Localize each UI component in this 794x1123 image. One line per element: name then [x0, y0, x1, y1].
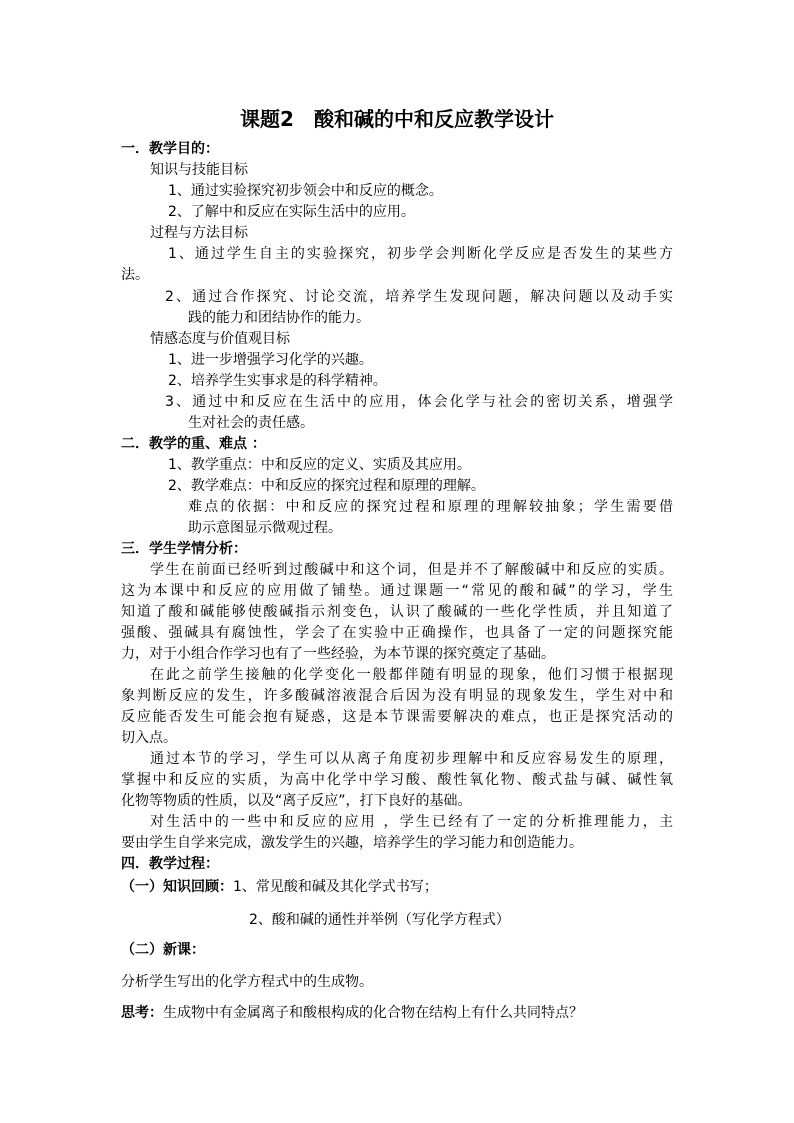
list-item: 2、培养学生实事求是的科学精神。	[168, 373, 387, 389]
section-heading-process: 四．教学过程：	[121, 856, 219, 872]
list-item: 1、通过学生自主的实验探究，初步学会判断化学反应是否发生的某些方	[168, 246, 673, 262]
paragraph-line: 切入点。	[121, 730, 177, 746]
paragraph-line: 对生活中的一些中和反应的应用 ，学生已经有了一定的分析推理能力，主	[150, 814, 673, 830]
list-item: 2、通过合作探究、讨论交流，培养学生发现问题，解决问题以及动手实	[165, 289, 673, 305]
page-title: 课题2 酸和碱的中和反应教学设计	[240, 107, 554, 131]
paragraph-line: 反应能否发生可能会抱有疑惑，这是本节课需要解决的难点，也正是探究活动的	[121, 709, 673, 725]
review-item: 2、酸和碱的通性并举例（写化学方程式）	[249, 912, 510, 928]
list-item: 2、了解中和反应在实际生活中的应用。	[168, 204, 415, 220]
list-item-continuation: 生对社会的责任感。	[188, 415, 314, 431]
subheading-process: 过程与方法目标	[150, 225, 248, 241]
paragraph-line: 要由学生自学来完成，激发学生的兴趣，培养学生的学习能力和创造能力。	[121, 835, 583, 851]
review-item: 1、常见酸和碱及其化学式书写；	[233, 879, 438, 895]
list-item: 2、教学难点：中和反应的探究过程和原理的理解。	[168, 478, 485, 494]
think-text: 生成物中有金属离子和酸根构成的化合物在结构上有什么共同特点？	[163, 1005, 583, 1021]
paragraph-line: 力，对于小组合作学习也有了一些经验，为本节课的探究奠定了基础。	[121, 646, 555, 662]
subheading-knowledge: 知识与技能目标	[150, 162, 248, 178]
paragraph-line: 强酸、强碱具有腐蚀性，学会了在实验中正确操作，也具备了一定的问题探究能	[121, 625, 673, 641]
paragraph-line: 化物等物质的性质，以及“离子反应”，打下良好的基础。	[121, 793, 472, 809]
list-item: 1、通过实验探究初步领会中和反应的概念。	[168, 183, 443, 199]
paragraph-line: 在此之前学生接触的化学变化一般都伴随有明显的现象，他们习惯于根据现	[150, 667, 673, 683]
section-heading-objectives: 一．教学目的：	[121, 141, 219, 157]
paragraph-line: 通过本节的学习，学生可以从离子角度初步理解中和反应容易发生的原理，	[150, 751, 673, 767]
new-lesson-label: （二）新课：	[121, 942, 205, 958]
paragraph-line: 知道了酸和碱能够使酸碱指示剂变色，认识了酸碱的一些化学性质，并且知道了	[121, 604, 673, 620]
paragraph-line: 这为本课中和反应的应用做了铺垫。通过课题一“常见的酸和碱”的学习，学生	[121, 583, 673, 599]
subheading-emotion: 情感态度与价值观目标	[150, 331, 290, 347]
think-label: 思考：	[121, 1005, 163, 1021]
list-item: 1、进一步增强学习化学的兴趣。	[168, 352, 373, 368]
list-item: 难点的依据：中和反应的探究过程和原理的理解较抽象；学生需要借	[188, 499, 673, 515]
paragraph-line: 掌握中和反应的实质，为高中化学中学习酸、酸性氧化物、酸式盐与碱、碱性氧	[121, 772, 673, 788]
list-item-continuation: 助示意图显示微观过程。	[188, 520, 342, 536]
review-label: （一）知识回顾：	[121, 879, 233, 895]
list-item: 1、教学重点：中和反应的定义、实质及其应用。	[168, 457, 471, 473]
section-heading-analysis: 三．学生学情分析：	[121, 541, 247, 557]
list-item-continuation: 法。	[121, 267, 149, 283]
section-heading-key-points: 二．教学的重、难点 ：	[121, 436, 266, 452]
paragraph-line: 学生在前面已经听到过酸碱中和这个词，但是并不了解酸碱中和反应的实质。	[150, 562, 673, 578]
list-item: 3、通过中和反应在生活中的应用，体会化学与社会的密切关系，增强学	[165, 394, 673, 410]
think-line	[121, 1003, 583, 1023]
list-item-continuation: 践的能力和团结协作的能力。	[188, 310, 370, 326]
review-line	[121, 877, 438, 897]
paragraph-line: 象判断反应的发生，许多酸碱溶液混合后因为没有明显的现象发生，学生对中和	[121, 688, 673, 704]
analysis-line: 分析学生写出的化学方程式中的生成物。	[121, 974, 373, 990]
